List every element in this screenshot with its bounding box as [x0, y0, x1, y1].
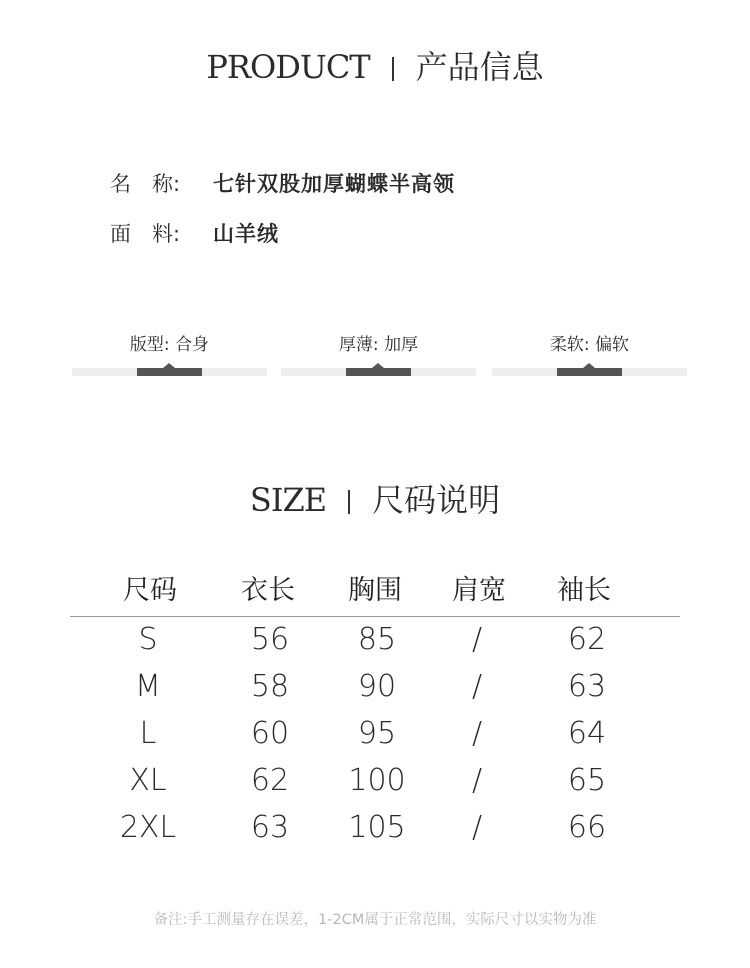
product-heading-en: PRODUCT — [206, 48, 370, 86]
attribute-thickness-bar — [281, 368, 476, 376]
cell-sleeve: 66 — [567, 810, 607, 845]
header-shoulder: 肩宽 — [452, 575, 506, 606]
cell-shoulder: / — [471, 622, 483, 657]
size-table — [70, 560, 680, 851]
attribute-softness-text — [492, 330, 687, 355]
heading-divider — [348, 490, 350, 514]
product-heading-zh: 产品信息 — [415, 48, 544, 86]
cell-sleeve: 64 — [567, 716, 607, 751]
header-length: 衣长 — [241, 575, 295, 606]
cell-chest: 90 — [357, 669, 397, 704]
table-row — [70, 710, 680, 757]
table-divider — [70, 616, 680, 617]
cell-length: 56 — [250, 622, 290, 657]
size-heading-en: SIZE — [249, 481, 327, 519]
attribute-bar-fill — [557, 368, 622, 376]
attribute-softness-bar — [492, 368, 687, 376]
cell-size: XL — [129, 763, 167, 798]
attribute-bar-fill — [346, 368, 411, 376]
attribute-fit-bar — [72, 368, 267, 376]
cell-size: S — [138, 622, 158, 657]
header-sleeve: 袖长 — [557, 575, 611, 606]
attribute-thickness-text — [281, 330, 476, 355]
product-name-line — [110, 168, 455, 198]
cell-size: L — [139, 716, 157, 751]
attribute-label: 柔软: — [549, 335, 590, 355]
attribute-bar-fill — [137, 368, 202, 376]
cell-size: M — [135, 669, 161, 704]
cell-chest: 100 — [348, 763, 406, 798]
product-heading — [0, 42, 750, 88]
table-row — [70, 663, 680, 710]
cell-shoulder: / — [471, 716, 483, 751]
product-name-value: 七针双股加厚蝴蝶半高领 — [213, 172, 455, 196]
product-fabric-label: 面 料: — [110, 222, 181, 246]
cell-sleeve: 63 — [567, 669, 607, 704]
cell-shoulder: / — [471, 763, 483, 798]
header-chest: 胸围 — [348, 575, 402, 606]
size-heading — [0, 475, 750, 521]
attribute-label: 厚薄: — [338, 335, 379, 355]
product-fabric-line — [110, 218, 279, 248]
size-heading-zh: 尺码说明 — [372, 481, 501, 519]
cell-sleeve: 62 — [567, 622, 607, 657]
attribute-value: 合身 — [175, 335, 210, 355]
attribute-fit-text — [72, 330, 267, 355]
cell-shoulder: / — [471, 669, 483, 704]
attribute-value: 偏软 — [595, 335, 630, 355]
cell-chest: 95 — [357, 716, 397, 751]
cell-length: 62 — [250, 763, 290, 798]
size-table-header — [70, 560, 680, 616]
table-row — [70, 616, 680, 663]
product-fabric-value: 山羊绒 — [213, 222, 279, 246]
heading-divider — [392, 57, 394, 81]
attribute-bar-marker — [583, 363, 595, 368]
attribute-value: 加厚 — [384, 335, 419, 355]
footnote: 备注:手工测量存在误差，1-2CM属于正常范围，实际尺寸以实物为准 — [153, 912, 597, 928]
cell-size: 2XL — [119, 810, 177, 845]
cell-length: 58 — [250, 669, 290, 704]
cell-chest: 85 — [357, 622, 397, 657]
cell-shoulder: / — [471, 810, 483, 845]
attribute-bar-marker — [372, 363, 384, 368]
table-row — [70, 804, 680, 851]
attribute-label: 版型: — [129, 335, 170, 355]
cell-chest: 105 — [348, 810, 406, 845]
product-name-label: 名 称: — [110, 172, 181, 196]
cell-length: 63 — [250, 810, 290, 845]
header-size: 尺码 — [123, 575, 177, 606]
cell-sleeve: 65 — [567, 763, 607, 798]
table-row — [70, 757, 680, 804]
attribute-bar-marker — [163, 363, 175, 368]
cell-length: 60 — [250, 716, 290, 751]
